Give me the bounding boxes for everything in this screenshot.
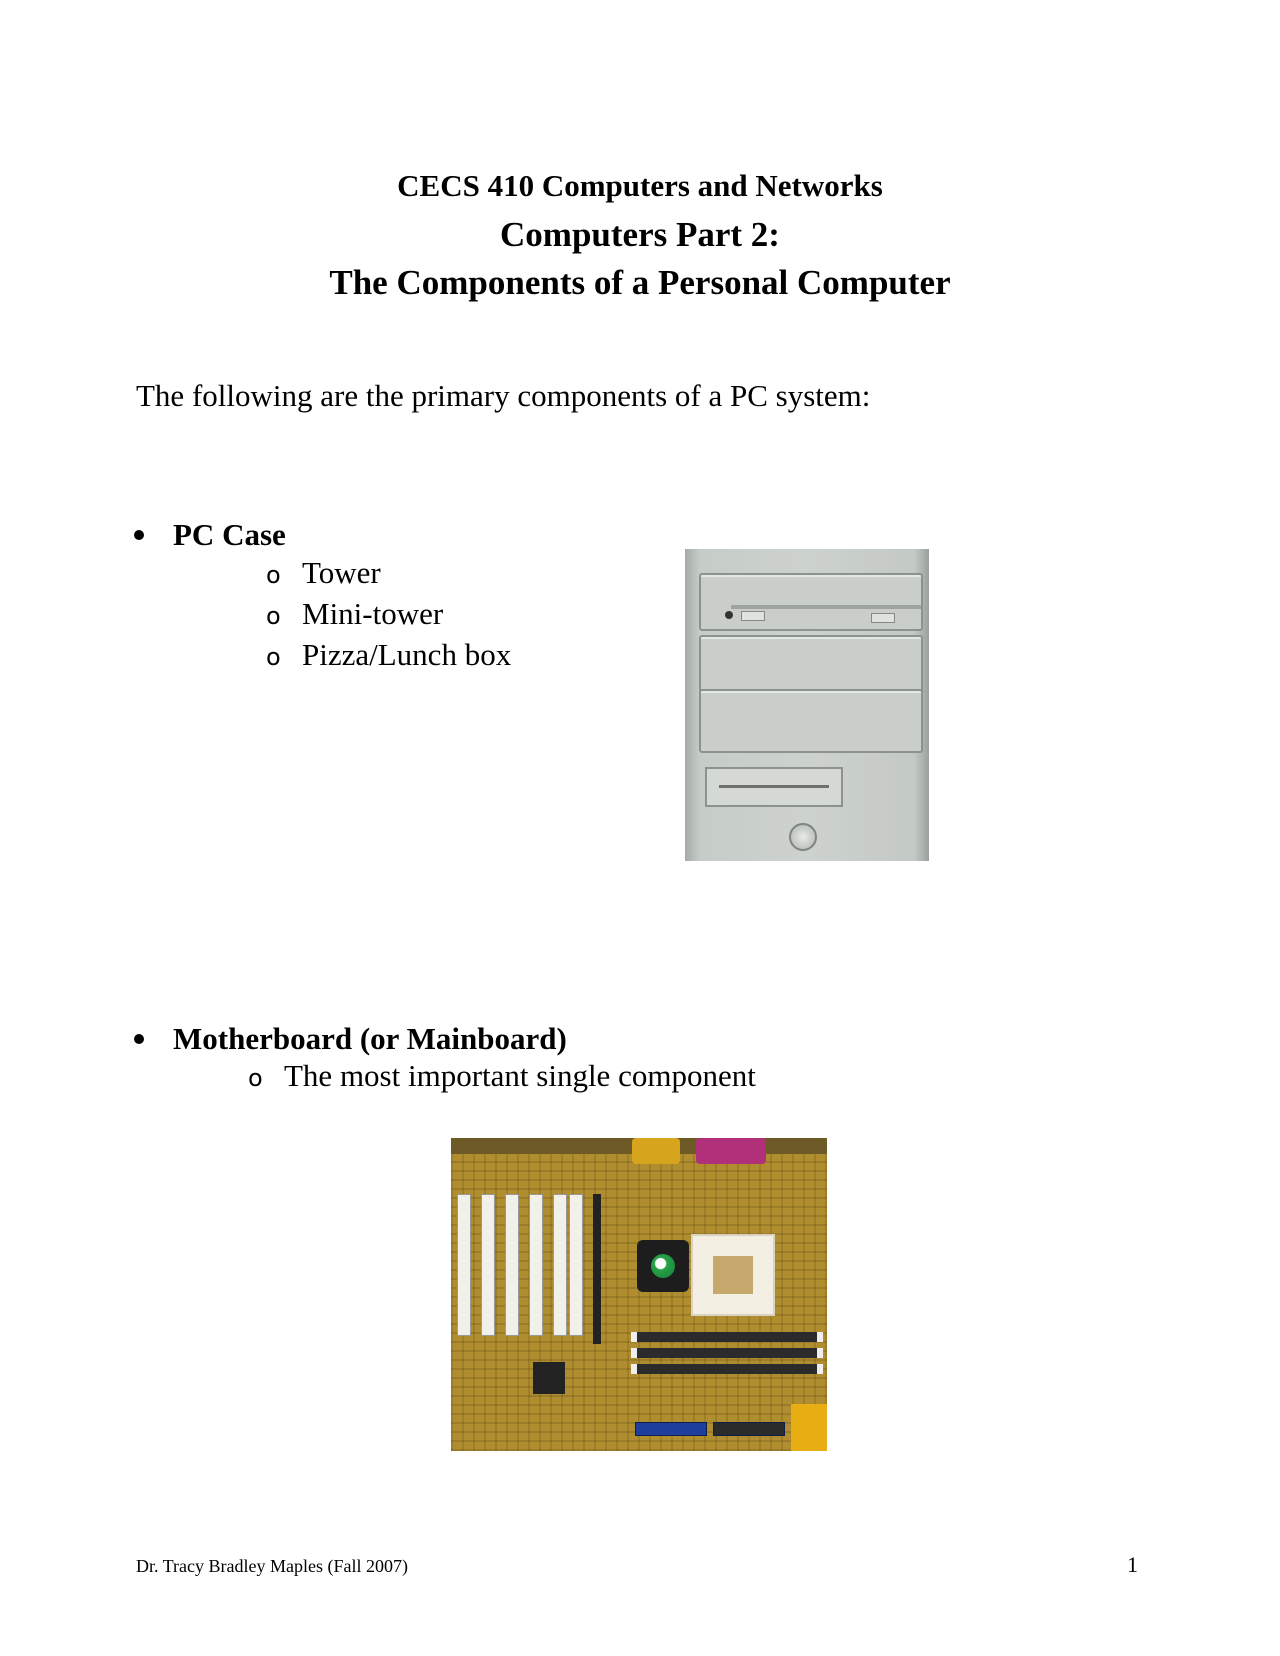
page-title: The Components of a Personal Computer bbox=[329, 263, 951, 302]
empty-drive-bay bbox=[699, 635, 923, 695]
floppy-drive bbox=[705, 767, 843, 807]
list-item bbox=[266, 596, 443, 634]
cpu-socket bbox=[691, 1234, 775, 1316]
section-heading-motherboard: Motherboard (or Mainboard) bbox=[173, 1021, 567, 1056]
intro-paragraph: The following are the primary components of a PC system: bbox=[136, 378, 871, 413]
page-number: 1 bbox=[1127, 1552, 1138, 1577]
sub-bullet-icon: o bbox=[266, 561, 281, 589]
sub-bullet-icon: o bbox=[266, 643, 281, 671]
list-item-label: Pizza/Lunch box bbox=[302, 637, 512, 672]
sub-bullet-icon: o bbox=[266, 602, 281, 630]
course-title: CECS 410 Computers and Networks bbox=[397, 168, 883, 203]
list-item bbox=[266, 555, 381, 593]
power-button-icon bbox=[789, 823, 817, 851]
parallel-port-icon bbox=[696, 1138, 766, 1164]
sub-bullet-icon: o bbox=[248, 1064, 263, 1092]
list-item-label: Tower bbox=[302, 555, 381, 590]
part-title: Computers Part 2: bbox=[500, 215, 780, 254]
pc-case-image bbox=[685, 549, 929, 861]
bullet-icon bbox=[134, 1034, 144, 1044]
bullet-icon bbox=[134, 530, 144, 540]
list-item bbox=[266, 637, 511, 675]
serial-port-icon bbox=[632, 1138, 680, 1164]
list-item-label: The most important single component bbox=[284, 1058, 756, 1093]
optical-drive-bay bbox=[699, 573, 923, 631]
section-heading-pc-case: PC Case bbox=[173, 517, 286, 552]
list-item bbox=[248, 1058, 756, 1096]
motherboard-image bbox=[451, 1138, 827, 1451]
empty-drive-bay bbox=[699, 689, 923, 753]
footer-author: Dr. Tracy Bradley Maples (Fall 2007) bbox=[136, 1556, 408, 1576]
cpu-fan-icon bbox=[637, 1240, 689, 1292]
list-item-label: Mini-tower bbox=[302, 596, 444, 631]
